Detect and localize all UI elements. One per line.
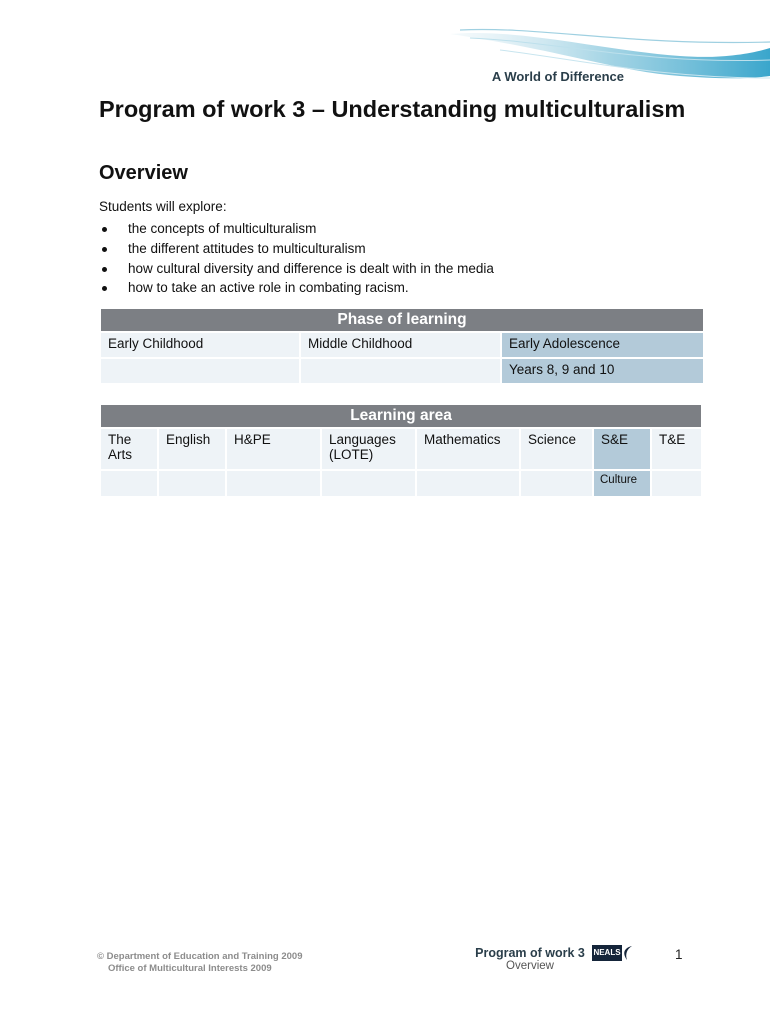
empty-cell bbox=[321, 470, 416, 497]
area-the-arts: The Arts bbox=[100, 428, 158, 470]
list-item: how cultural diversity and difference is dealt with in the media bbox=[99, 259, 494, 279]
list-item: the different attitudes to multiculturalism bbox=[99, 239, 494, 259]
list-item: the concepts of multiculturalism bbox=[99, 219, 494, 239]
section-heading: Overview bbox=[99, 162, 188, 184]
empty-cell bbox=[651, 470, 702, 497]
list-item: how to take an active role in combating racism. bbox=[99, 278, 494, 298]
phase-of-learning-table bbox=[99, 307, 705, 385]
neals-logo-mark bbox=[620, 945, 634, 961]
footer-program bbox=[472, 946, 588, 972]
footer-copyright: © Department of Education and Training 2009 bbox=[97, 951, 303, 962]
empty-cell bbox=[158, 470, 226, 497]
empty-cell bbox=[416, 470, 520, 497]
explore-list bbox=[99, 219, 494, 298]
page-title: Program of work 3 – Understanding multiculturalism bbox=[99, 96, 686, 122]
footer-section: Overview bbox=[506, 960, 554, 972]
area-mathematics: Mathematics bbox=[416, 428, 520, 470]
header-tagline: A World of Difference bbox=[491, 69, 624, 84]
header-banner bbox=[440, 20, 770, 100]
footer-program-title: Program of work 3 bbox=[475, 946, 585, 960]
empty-cell bbox=[226, 470, 321, 497]
learning-area-table bbox=[99, 403, 703, 498]
area-languages: Languages (LOTE) bbox=[321, 428, 416, 470]
empty-cell bbox=[100, 470, 158, 497]
page-number: 1 bbox=[675, 947, 683, 962]
area-english: English bbox=[158, 428, 226, 470]
intro-text: Students will explore: bbox=[99, 199, 227, 214]
footer-office: Office of Multicultural Interests 2009 bbox=[108, 963, 272, 974]
swoosh-graphic bbox=[440, 20, 770, 100]
phase-table-heading: Phase of learning bbox=[100, 308, 704, 332]
area-table-heading: Learning area bbox=[100, 404, 702, 428]
footer-credits bbox=[97, 951, 302, 975]
area-hpe: H&PE bbox=[226, 428, 321, 470]
area-culture-detail: Culture bbox=[593, 470, 651, 497]
phase-early-childhood: Early Childhood bbox=[100, 332, 300, 358]
phase-years-detail: Years 8, 9 and 10 bbox=[501, 358, 704, 384]
area-t-and-e: T&E bbox=[651, 428, 702, 470]
neals-logo-text: NEALS bbox=[592, 945, 622, 961]
empty-cell bbox=[520, 470, 593, 497]
phase-middle-childhood: Middle Childhood bbox=[300, 332, 501, 358]
neals-logo bbox=[592, 945, 634, 961]
area-science: Science bbox=[520, 428, 593, 470]
empty-cell bbox=[100, 358, 300, 384]
empty-cell bbox=[300, 358, 501, 384]
area-s-and-e: S&E bbox=[593, 428, 651, 470]
phase-early-adolescence: Early Adolescence bbox=[501, 332, 704, 358]
